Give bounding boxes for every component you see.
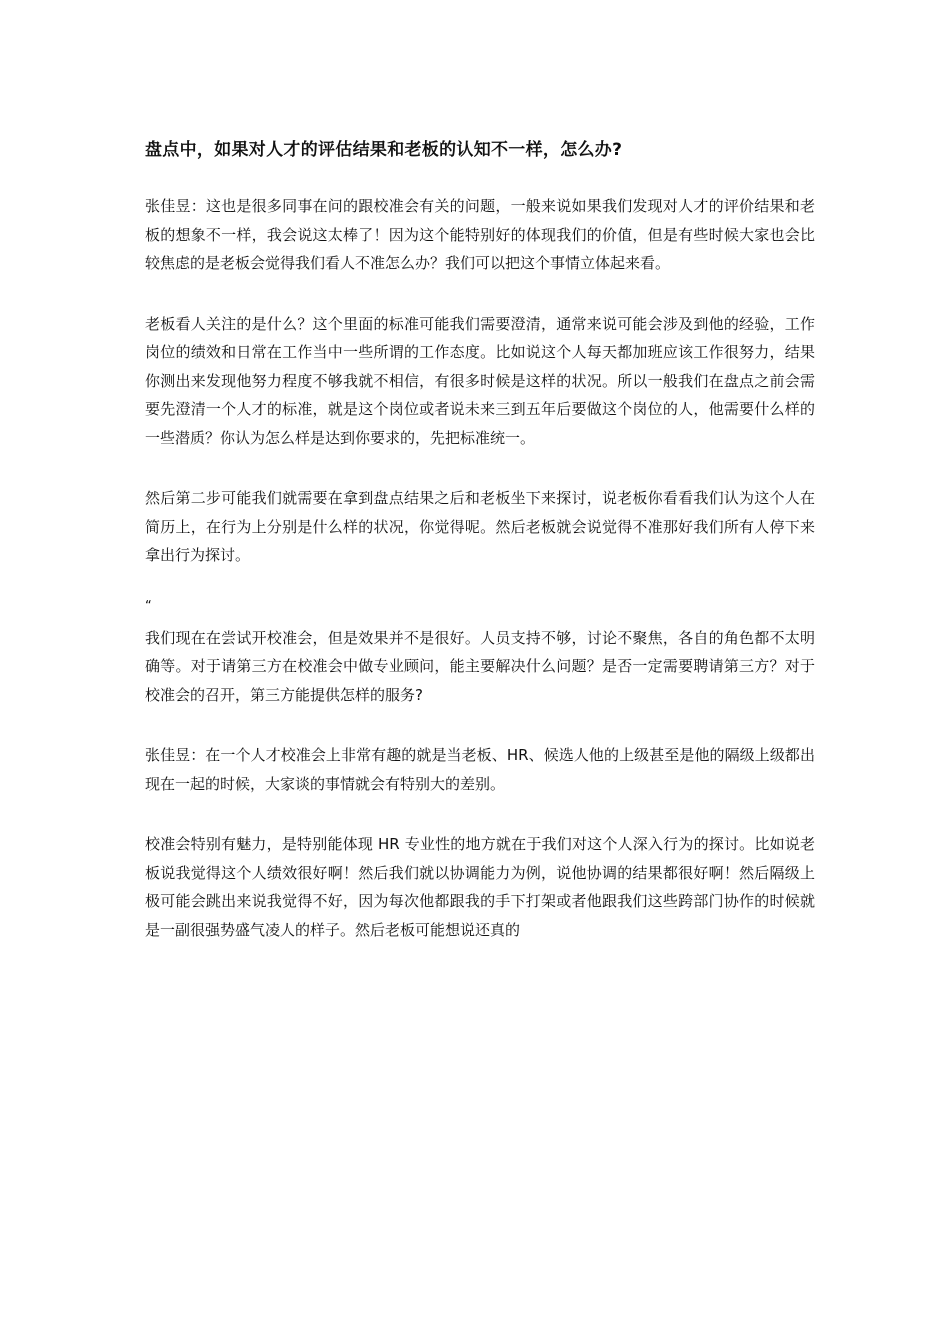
paragraph-question: 我们现在在尝试开校准会，但是效果并不是很好。人员支持不够，讨论不聚焦，各自的角色都不太明确等。对于请第三方在校准会中做专业顾问，能主要解决什么问题？是否一定需要聘请第三方？对于校准会的召开，第三方能提供怎样的服务? xyxy=(145,628,815,704)
quote-mark: “ xyxy=(145,598,152,614)
section-title: 盘点中，如果对人才的评估结果和老板的认知不一样，怎么办? xyxy=(145,140,623,160)
paragraph-second-step: 然后第二步可能我们就需要在拿到盘点结果之后和老板坐下来探讨，说老板你看看我们认为这个人在简历上，在行为上分别是什么样的状况，你觉得呢。然后老板就会说觉得不准那好我们所有人停下来拿出行为探讨。 xyxy=(145,489,815,564)
paragraph-answer-calibration: 张佳昱：在一个人才校准会上非常有趣的就是当老板、HR、候选人他的上级甚至是他的隔级上级都出现在一起的时候，大家谈的事情就会有特别大的差别。 xyxy=(145,746,815,793)
document-page xyxy=(145,138,815,944)
paragraph-calibration-charm: 校准会特别有魅力，是特别能体现 HR 专业性的地方就在于我们对这个人深入行为的探讨。比如说老板说我觉得这个人绩效很好啊！然后我们就以协调能力为例，说他协调的结果都很好啊！然后隔级上极可能会跳出来说我觉得不好，因为每次他都跟我的手下打架或者他跟我们这些跨部门协作的时候就是一副很强势盛气凌人的样子。然后老板可能想说还真的 xyxy=(145,835,815,939)
paragraph-answer-intro: 张佳昱：这也是很多同事在问的跟校准会有关的问题，一般来说如果我们发现对人才的评价结果和老板的想象不一样，我会说这太棒了！因为这个能特别好的体现我们的价值，但是有些时候大家也会比较焦虑的是老板会觉得我们看人不准怎么办？我们可以把这个事情立体起来看。 xyxy=(145,197,815,272)
paragraph-boss-standard: 老板看人关注的是什么？这个里面的标准可能我们需要澄清，通常来说可能会涉及到他的经验，工作岗位的绩效和日常在工作当中一些所谓的工作态度。比如说这个人每天都加班应该工作很努力，结果你测出来发现他努力程度不够我就不相信，有很多时候是这样的状况。所以一般我们在盘点之前会需要先澄清一个人才的标准，就是这个岗位或者说未来三到五年后要做这个岗位的人，他需要什么样的一些潜质？你认为怎么样是达到你要求的，先把标准统一。 xyxy=(145,314,815,447)
